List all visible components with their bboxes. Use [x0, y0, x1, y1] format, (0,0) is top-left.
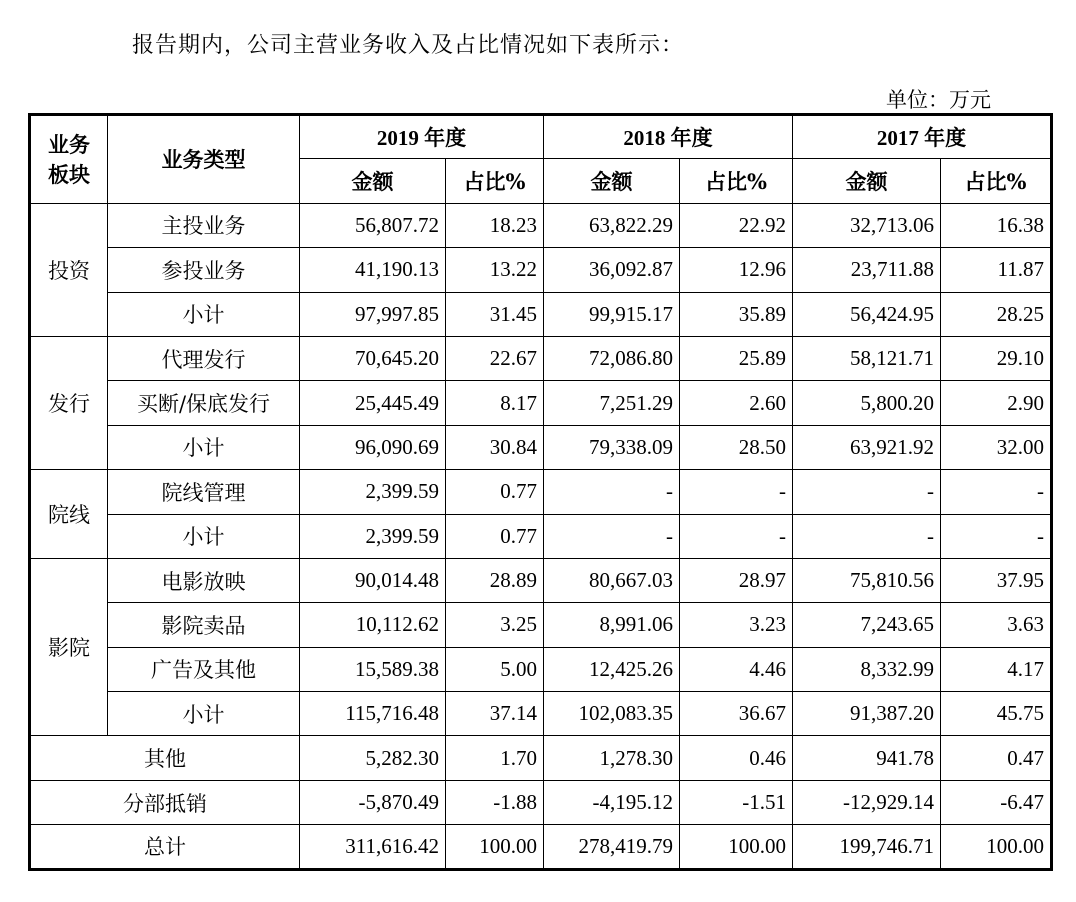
type-cell: 主投业务 — [108, 203, 300, 247]
value-cell: -4,195.12 — [544, 780, 680, 824]
value-cell: 28.89 — [446, 558, 544, 602]
value-cell: 80,667.03 — [544, 558, 680, 602]
value-cell: 100.00 — [680, 825, 793, 869]
header-amount: 金额 — [300, 159, 446, 203]
value-cell: 15,589.38 — [300, 647, 446, 691]
footer-label: 分部抵销 — [30, 780, 300, 824]
type-cell: 电影放映 — [108, 558, 300, 602]
value-cell: 4.17 — [941, 647, 1052, 691]
value-cell: 45.75 — [941, 692, 1052, 736]
table-row-total — [30, 825, 1052, 869]
value-cell: 5,282.30 — [300, 736, 446, 780]
value-cell: 2,399.59 — [300, 514, 446, 558]
header-ratio: 占比% — [941, 159, 1052, 203]
value-cell: 2,399.59 — [300, 470, 446, 514]
value-cell: 1.70 — [446, 736, 544, 780]
value-cell: 37.95 — [941, 558, 1052, 602]
value-cell: 2.60 — [680, 381, 793, 425]
revenue-table — [28, 113, 1053, 871]
value-cell: 0.46 — [680, 736, 793, 780]
header-year: 2017 年度 — [793, 115, 1052, 159]
footer-label: 其他 — [30, 736, 300, 780]
value-cell: 8,991.06 — [544, 603, 680, 647]
value-cell: 7,251.29 — [544, 381, 680, 425]
value-cell: -1.88 — [446, 780, 544, 824]
value-cell: 10,112.62 — [300, 603, 446, 647]
value-cell: 3.63 — [941, 603, 1052, 647]
header-year: 2019 年度 — [300, 115, 544, 159]
value-cell: 11.87 — [941, 248, 1052, 292]
table-row-elimination — [30, 780, 1052, 824]
value-cell: 99,915.17 — [544, 292, 680, 336]
value-cell: 13.22 — [446, 248, 544, 292]
type-cell: 影院卖品 — [108, 603, 300, 647]
value-cell: 3.25 — [446, 603, 544, 647]
intro-text: 报告期内，公司主营业务收入及占比情况如下表所示： — [132, 33, 685, 58]
value-cell: - — [544, 514, 680, 558]
value-cell: 8.17 — [446, 381, 544, 425]
table-row-other — [30, 736, 1052, 780]
value-cell: 5.00 — [446, 647, 544, 691]
value-cell: 30.84 — [446, 425, 544, 469]
value-cell: 1,278.30 — [544, 736, 680, 780]
value-cell: -5,870.49 — [300, 780, 446, 824]
value-cell: 3.23 — [680, 603, 793, 647]
header-ratio: 占比% — [680, 159, 793, 203]
value-cell: 75,810.56 — [793, 558, 941, 602]
table-row — [30, 558, 1052, 602]
value-cell: 25,445.49 — [300, 381, 446, 425]
type-cell: 院线管理 — [108, 470, 300, 514]
header-year: 2018 年度 — [544, 115, 793, 159]
table-row — [30, 248, 1052, 292]
value-cell: - — [793, 470, 941, 514]
value-cell: 5,800.20 — [793, 381, 941, 425]
value-cell: 36.67 — [680, 692, 793, 736]
value-cell: 96,090.69 — [300, 425, 446, 469]
header-ratio: 占比% — [446, 159, 544, 203]
table-row — [30, 203, 1052, 247]
value-cell: 35.89 — [680, 292, 793, 336]
value-cell: - — [941, 514, 1052, 558]
type-cell: 广告及其他 — [108, 647, 300, 691]
value-cell: - — [793, 514, 941, 558]
value-cell: - — [941, 470, 1052, 514]
value-cell: 16.38 — [941, 203, 1052, 247]
value-cell: 36,092.87 — [544, 248, 680, 292]
value-cell: 278,419.79 — [544, 825, 680, 869]
value-cell: 8,332.99 — [793, 647, 941, 691]
value-cell: 56,424.95 — [793, 292, 941, 336]
value-cell: 41,190.13 — [300, 248, 446, 292]
value-cell: 72,086.80 — [544, 336, 680, 380]
value-cell: - — [544, 470, 680, 514]
value-cell: 22.92 — [680, 203, 793, 247]
type-cell: 参投业务 — [108, 248, 300, 292]
value-cell: 56,807.72 — [300, 203, 446, 247]
value-cell: - — [680, 470, 793, 514]
unit-label: 单位：万元 — [886, 88, 991, 112]
value-cell: 22.67 — [446, 336, 544, 380]
subtotal-cell: 小计 — [108, 514, 300, 558]
type-cell: 买断/保底发行 — [108, 381, 300, 425]
value-cell: 100.00 — [941, 825, 1052, 869]
value-cell: 28.25 — [941, 292, 1052, 336]
value-cell: 23,711.88 — [793, 248, 941, 292]
value-cell: 12.96 — [680, 248, 793, 292]
value-cell: 0.77 — [446, 514, 544, 558]
table-row — [30, 470, 1052, 514]
value-cell: 37.14 — [446, 692, 544, 736]
subtotal-cell: 小计 — [108, 692, 300, 736]
segment-cell: 发行 — [30, 336, 108, 469]
value-cell: 91,387.20 — [793, 692, 941, 736]
value-cell: 97,997.85 — [300, 292, 446, 336]
table-row — [30, 692, 1052, 736]
value-cell: 63,822.29 — [544, 203, 680, 247]
segment-cell: 投资 — [30, 203, 108, 336]
value-cell: 28.97 — [680, 558, 793, 602]
value-cell: 32.00 — [941, 425, 1052, 469]
value-cell: 115,716.48 — [300, 692, 446, 736]
value-cell: 0.77 — [446, 470, 544, 514]
segment-cell: 影院 — [30, 558, 108, 736]
value-cell: -6.47 — [941, 780, 1052, 824]
value-cell: 25.89 — [680, 336, 793, 380]
table-row — [30, 603, 1052, 647]
value-cell: 4.46 — [680, 647, 793, 691]
header-row-years — [30, 115, 1052, 159]
value-cell: 29.10 — [941, 336, 1052, 380]
value-cell: 7,243.65 — [793, 603, 941, 647]
value-cell: 100.00 — [446, 825, 544, 869]
value-cell: 0.47 — [941, 736, 1052, 780]
value-cell: 31.45 — [446, 292, 544, 336]
value-cell: 12,425.26 — [544, 647, 680, 691]
value-cell: - — [680, 514, 793, 558]
value-cell: -12,929.14 — [793, 780, 941, 824]
header-segment-line1: 业务 — [48, 132, 90, 158]
subtotal-cell: 小计 — [108, 292, 300, 336]
segment-cell: 院线 — [30, 470, 108, 559]
value-cell: 2.90 — [941, 381, 1052, 425]
subtotal-cell: 小计 — [108, 425, 300, 469]
header-segment — [30, 115, 108, 204]
value-cell: 102,083.35 — [544, 692, 680, 736]
table-row — [30, 425, 1052, 469]
value-cell: 58,121.71 — [793, 336, 941, 380]
type-cell: 代理发行 — [108, 336, 300, 380]
value-cell: 18.23 — [446, 203, 544, 247]
table-row — [30, 514, 1052, 558]
value-cell: 90,014.48 — [300, 558, 446, 602]
value-cell: 199,746.71 — [793, 825, 941, 869]
header-type: 业务类型 — [108, 115, 300, 204]
footer-label: 总计 — [30, 825, 300, 869]
header-amount: 金额 — [793, 159, 941, 203]
table-row — [30, 381, 1052, 425]
table-row — [30, 292, 1052, 336]
value-cell: 70,645.20 — [300, 336, 446, 380]
value-cell: 32,713.06 — [793, 203, 941, 247]
value-cell: 941.78 — [793, 736, 941, 780]
header-segment-line2: 板块 — [48, 162, 90, 188]
table-row — [30, 647, 1052, 691]
value-cell: -1.51 — [680, 780, 793, 824]
value-cell: 63,921.92 — [793, 425, 941, 469]
value-cell: 311,616.42 — [300, 825, 446, 869]
value-cell: 28.50 — [680, 425, 793, 469]
table-row — [30, 336, 1052, 380]
value-cell: 79,338.09 — [544, 425, 680, 469]
header-amount: 金额 — [544, 159, 680, 203]
